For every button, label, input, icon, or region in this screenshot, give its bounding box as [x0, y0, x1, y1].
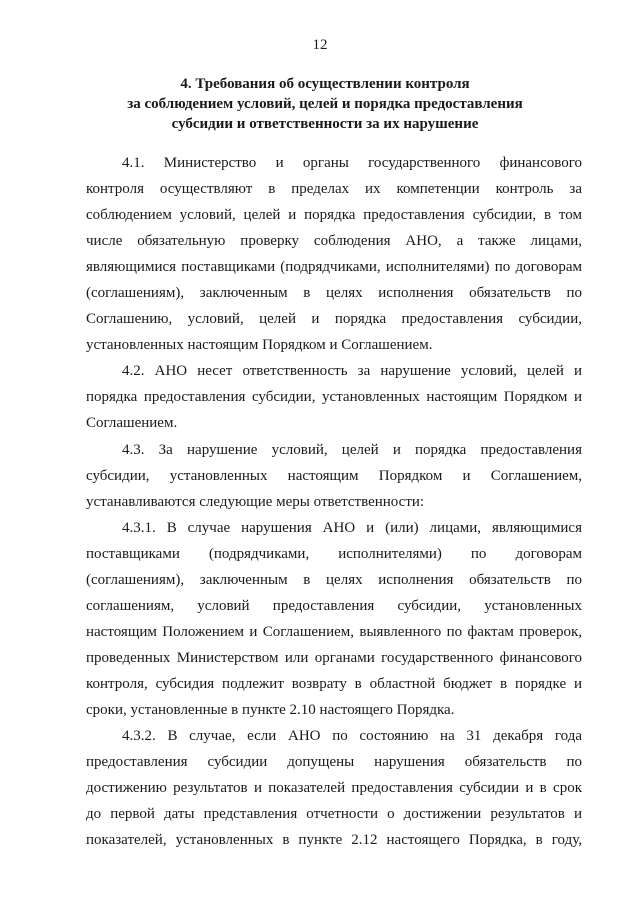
paragraph-line: предоставления субсидии допущены нарушения обязательств по	[86, 754, 582, 771]
paragraph-line: устанавливаются следующие меры ответственности:	[86, 493, 425, 510]
paragraph-line: 4.3. За нарушение условий, целей и порядка предоставления	[122, 441, 582, 458]
paragraph-line: 4.1. Министерство и органы государственного финансового	[122, 155, 582, 171]
paragraph-line: 4.3.2. В случае, если АНО по состоянию на 31 декабря года	[122, 728, 582, 745]
paragraph-line: субсидии, установленных настоящим Порядком и Соглашением,	[86, 467, 582, 484]
paragraph-line: контроля осуществляют в пределах их компетенции контроль за	[86, 181, 582, 198]
paragraph-line: 4.2. АНО несет ответственность за нарушение условий, целей и	[122, 363, 582, 380]
paragraph-line: соблюдением условий, целей и порядка предоставления субсидии, в том	[86, 207, 582, 224]
document-body	[86, 150, 582, 853]
paragraph	[86, 358, 582, 436]
paragraph-line: до первой даты представления отчетности о достижении результатов и	[86, 806, 582, 823]
paragraph-line: (соглашениям), заключенным в целях исполнения обязательств по	[86, 285, 582, 302]
paragraph-line: являющимися поставщиками (подрядчиками, исполнителями) по договорам	[86, 259, 582, 276]
paragraph-line: Соглашением.	[86, 415, 178, 432]
paragraph-line: достижению результатов и показателей предоставления субсидии и в срок	[86, 780, 582, 797]
paragraph	[86, 150, 582, 358]
paragraph-line: настоящим Положением и Соглашением, выявленного по фактам проверок,	[86, 623, 582, 640]
section-heading	[120, 74, 530, 134]
paragraph	[86, 723, 582, 853]
paragraph-line: контроля, субсидия подлежит возврату в областной бюджет в порядке и	[86, 675, 582, 692]
heading-line: 4. Требования об осуществлении контроля	[180, 76, 470, 92]
paragraph-line: сроки, установленные в пункте 2.10 настоящего Порядка.	[86, 701, 455, 718]
paragraph-line: поставщиками (подрядчиками, исполнителями) по договорам	[86, 545, 582, 562]
paragraph	[86, 437, 582, 515]
paragraph-line: порядка предоставления субсидии, установленных настоящим Порядком и	[86, 389, 582, 406]
paragraph-line: проведенных Министерством или органами государственного финансового	[86, 649, 582, 666]
paragraph-line: 4.3.1. В случае нарушения АНО и (или) лицами, являющимися	[122, 519, 582, 536]
heading-line: за соблюдением условий, целей и порядка предоставления	[127, 96, 523, 112]
paragraph-line: Соглашению, условий, целей и порядка предоставления субсидии,	[86, 311, 582, 328]
paragraph-line: числе обязательную проверку соблюдения АНО, а также лицами,	[86, 233, 582, 250]
heading-line: субсидии и ответственности за их нарушение	[171, 116, 479, 132]
paragraph-line: (соглашениям), заключенным в целях исполнения обязательств по	[86, 571, 582, 588]
paragraph-line: показателей, установленных в пункте 2.12 настоящего Порядка, в году,	[86, 832, 582, 849]
page-number: 12	[312, 37, 328, 53]
paragraph-line: установленных настоящим Порядком и Соглашением.	[86, 337, 433, 354]
paragraph	[86, 515, 582, 723]
paragraph-line: соглашениям, условий предоставления субсидии, установленных	[86, 597, 582, 614]
